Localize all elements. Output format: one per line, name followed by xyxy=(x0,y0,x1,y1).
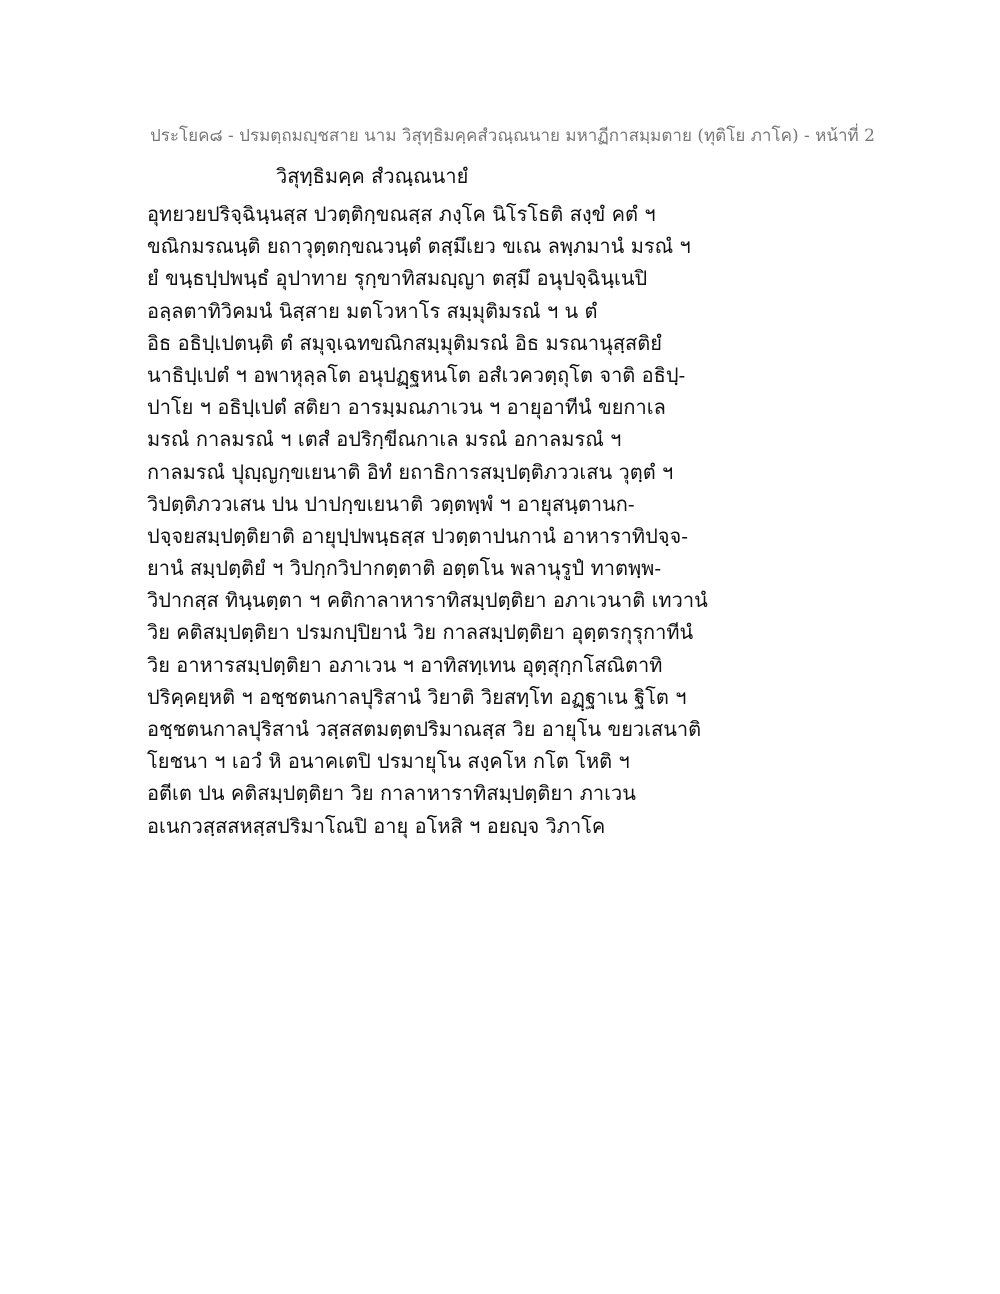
text-line: ปริคฺคยฺหติ ฯ อชฺชตนกาลปุริสานํ วิยาติ วิยสทฺโท อฏฺฐาเน ฐิโต ฯ xyxy=(147,684,687,709)
text-line: ยํ ขนฺธปฺปพนฺธํ อุปาทาย รุกฺขาทิสมญฺญา ตสฺมึ อนุปจฺฉินฺเนปิ xyxy=(147,266,648,291)
text-line: วิย คติสมฺปตฺติยา ปรมกปฺปิยานํ วิย กาลสมฺปตฺติยา อุตฺตรกุรุกาทีนํ xyxy=(147,620,694,645)
text-line: นาธิปฺเปตํ ฯ อพาหุลฺลโต อนุปฏฺฐหนโต อสํเวควตฺถุโต จาติ อธิปฺ- xyxy=(147,362,686,387)
text-line: วิปากสฺส ทินฺนตฺตา ฯ คติกาลาหาราทิสมฺปตฺติยา อภาเวนาติ เทวานํ xyxy=(147,588,708,613)
text-line: มรณํ กาลมรณํ ฯ เตสํ อปริกฺขีณกาเล มรณํ อกาลมรณํ ฯ xyxy=(147,427,622,452)
text-line: ปาโย ฯ อธิปฺเปตํ สติยา อารมฺมณภาเวน ฯ อายุอาทีนํ ขยกาเล xyxy=(147,395,666,420)
body-text xyxy=(147,198,867,842)
running-header: ประโยค๘ - ปรมตฺถมญฺชสาย นาม วิสุทฺธิมคฺคสํวณฺณนาย มหาฏีกาสมฺมตาย (ทุติโย ภาโค) - หน้าที่ 2 xyxy=(150,126,875,146)
text-line: ขณิกมรณนฺติ ยถาวุตฺตกฺขณวนฺตํ ตสฺมึเยว ขเณ ลพฺภมานํ มรณํ ฯ xyxy=(147,234,691,259)
text-line: อชฺชตนกาลปุริสานํ วสฺสสตมตฺตปริมาณสฺส วิย อายุโน ขยวเสนาติ xyxy=(147,717,702,741)
text-line: อุทยวยปริจฺฉินฺนสฺส ปวตฺติกฺขณสฺส ภงฺโค นิโรโธติ สงฺขํ คตํ ฯ xyxy=(147,202,656,226)
text-line: โยชนา ฯ เอวํ หิ อนาคเตปิ ปรมายุโน สงฺคโห กโต โหติ ฯ xyxy=(147,749,630,774)
text-line: อเนกวสฺสสหสฺสปริมาโณปิ อายุ อโหสิ ฯ อยญฺจ วิภาโค xyxy=(147,813,606,838)
text-line: ยานํ สมฺปตฺติยํ ฯ วิปกฺกวิปากตฺตาติ อตฺตโน พลานุรูปํ ทาตพฺพ- xyxy=(147,556,662,581)
text-line: กาลมรณํ ปุญฺญกฺขเยนาติ อิทํ ยถาธิการสมฺปตฺติภววเสน วุตฺตํ ฯ xyxy=(147,459,674,484)
text-line: ปจฺจยสมฺปตฺติยาติ อายุปฺปพนฺธสฺส ปวตฺตาปนกานํ อาหาราทิปจฺจ- xyxy=(147,523,688,548)
text-line: อตีเต ปน คติสมฺปตฺติยา วิย กาลาหาราทิสมฺปตฺติยา ภาเวน xyxy=(147,781,636,806)
section-title: วิสุทฺธิมคฺค สํวณฺณนายํ xyxy=(276,164,469,188)
text-line: อลฺลตาทิวิคมนํ นิสฺสาย มตโวหาโร สมฺมุติมรณํ ฯ น ตํ xyxy=(147,298,598,323)
text-line: วิปตฺติภววเสน ปน ปาปกฺขเยนาติ วตฺตพฺพํ ฯ อายุสนฺตานก- xyxy=(147,491,635,516)
text-line: อิธ อธิปฺเปตนฺติ ตํ สมุจฺเฉทขณิกสมฺมุติมรณํ อิธ มรณานุสฺสติยํ xyxy=(147,330,662,355)
text-line: วิย อาหารสมฺปตฺติยา อภาเวน ฯ อาทิสทฺเทน อุตฺสุกฺกโสณิตาทิ xyxy=(147,652,663,677)
